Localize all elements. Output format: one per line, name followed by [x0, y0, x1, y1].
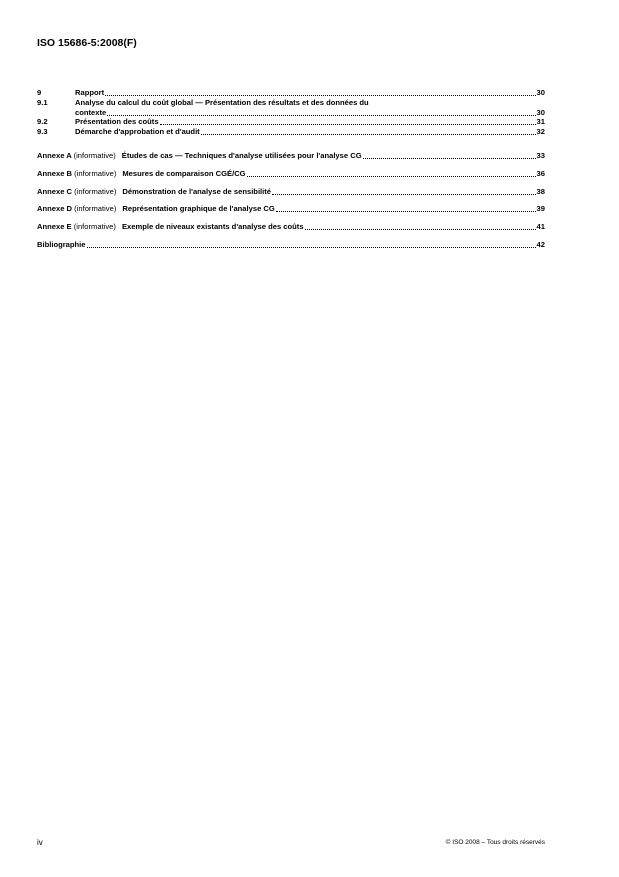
toc-section-number: 9.3	[37, 127, 48, 137]
toc-bibliography-entry[interactable]	[37, 240, 545, 250]
toc-annex-entry[interactable]	[37, 187, 545, 197]
dot-leader	[247, 175, 536, 177]
annex-label: Annexe D	[37, 204, 73, 214]
dot-leader	[160, 123, 536, 125]
toc-section-title: Rapport	[75, 88, 105, 97]
dot-leader	[272, 193, 536, 195]
annex-label: Annexe E	[37, 222, 72, 232]
toc-entry[interactable]	[37, 88, 545, 98]
annex-type: (informative)	[74, 168, 117, 178]
annex-type: (informative)	[74, 186, 117, 196]
toc-page-number: 30	[536, 88, 545, 97]
annex-type: (informative)	[74, 204, 117, 214]
toc-section-number: 9	[37, 88, 42, 97]
toc-section-title-line1: Analyse du calcul du coût global — Présentation des résultats et des données du	[75, 97, 369, 107]
dot-leader	[201, 133, 536, 135]
toc-page-number: 42	[536, 239, 545, 249]
toc-page-number: 38	[536, 186, 545, 196]
toc-entry[interactable]	[37, 127, 545, 137]
dot-leader	[87, 246, 536, 248]
toc-annex-entry[interactable]	[37, 222, 545, 232]
document-id: ISO 15686-5:2008(F)	[37, 37, 137, 49]
toc-page-number: 41	[536, 222, 545, 232]
dot-leader	[305, 228, 536, 230]
bibliography-title: Bibliographie	[37, 239, 86, 249]
toc-page-number: 30	[536, 107, 545, 117]
annex-title: Exemple de niveaux existants d'analyse des coûts	[121, 222, 304, 232]
annex-title: Représentation graphique de l'analyse CG	[122, 204, 275, 214]
toc-page-number: 39	[536, 204, 545, 214]
toc-section-title-line2: contexte	[75, 107, 107, 117]
annex-label: Annexe B	[37, 168, 73, 178]
annex-label: Annexe C	[37, 186, 73, 196]
annex-label: Annexe A	[37, 150, 72, 160]
toc-section-title: Présentation des coûts	[75, 117, 159, 127]
toc-page-number: 36	[536, 168, 545, 178]
toc-section-number: 9.1	[37, 97, 48, 107]
annex-title: Études de cas — Techniques d'analyse utilisées pour l'analyse CG	[121, 150, 362, 160]
toc-annex-entry[interactable]	[37, 204, 545, 214]
toc-entry[interactable]	[37, 98, 545, 118]
dot-leader	[105, 94, 535, 96]
dot-leader	[276, 210, 536, 212]
page-number: iv	[37, 838, 43, 847]
toc-page-number: 31	[536, 117, 545, 127]
toc-section-number: 9.2	[37, 117, 48, 127]
dot-leader	[363, 157, 536, 159]
toc-annex-entry[interactable]	[37, 151, 545, 161]
dot-leader	[107, 114, 535, 116]
annex-title: Démonstration de l'analyse de sensibilité	[122, 186, 272, 196]
annex-type: (informative)	[73, 150, 116, 160]
toc-section-title: Démarche d'approbation et d'audit	[75, 127, 200, 137]
toc-annex-entry[interactable]	[37, 169, 545, 179]
table-of-contents	[37, 88, 545, 250]
toc-page-number: 33	[536, 150, 545, 160]
annex-type: (informative)	[73, 222, 116, 232]
copyright-notice: © ISO 2008 – Tous droits réservés	[445, 839, 545, 846]
annex-title: Mesures de comparaison CGÉ/CG	[122, 168, 246, 178]
toc-page-number: 32	[536, 127, 545, 137]
toc-entry[interactable]	[37, 117, 545, 127]
